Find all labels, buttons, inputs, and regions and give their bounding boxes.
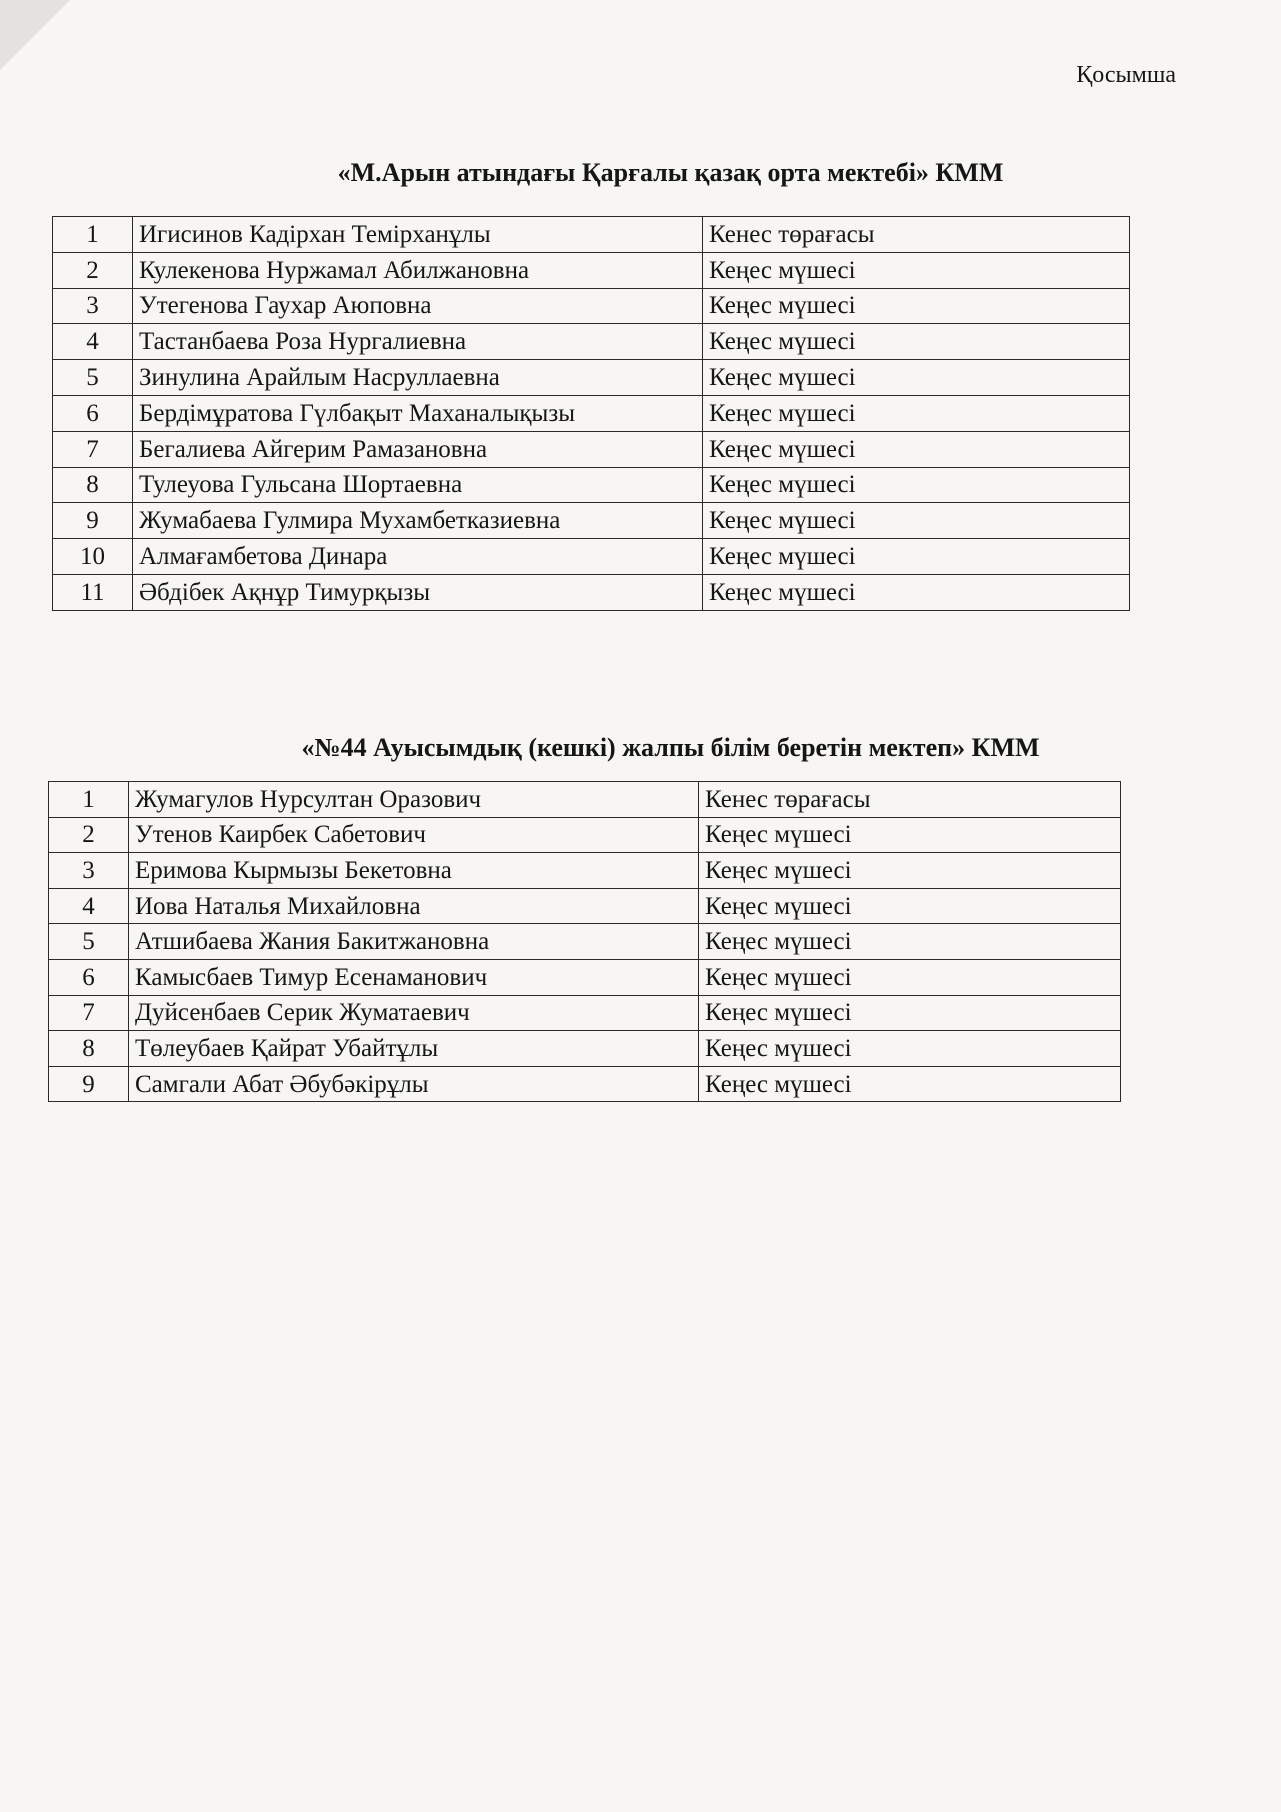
members-table-1	[52, 216, 1130, 611]
member-name-cell: Утегенова Гаухар Аюповна	[133, 288, 703, 324]
member-name-cell: Камысбаев Тимур Есенаманович	[129, 959, 699, 995]
member-name-cell: Әбдібек Ақнұр Тимурқызы	[133, 574, 703, 610]
table-row	[49, 924, 1121, 960]
member-name-cell: Иова Наталья Михайловна	[129, 888, 699, 924]
row-number-cell: 3	[49, 853, 129, 889]
member-role-cell: Кеңес мүшесі	[703, 539, 1130, 575]
row-number-cell: 8	[49, 1031, 129, 1067]
row-number-cell: 7	[53, 431, 133, 467]
table-row	[53, 395, 1130, 431]
table-row	[53, 252, 1130, 288]
table-row	[49, 1066, 1121, 1102]
member-role-cell: Кеңес мүшесі	[703, 431, 1130, 467]
table-row	[53, 467, 1130, 503]
member-role-cell: Кеңес мүшесі	[703, 574, 1130, 610]
table-row	[49, 782, 1121, 818]
member-name-cell: Төлеубаев Қайрат Убайтұлы	[129, 1031, 699, 1067]
table-row	[53, 360, 1130, 396]
row-number-cell: 11	[53, 574, 133, 610]
member-name-cell: Самгали Абат Әбубәкірұлы	[129, 1066, 699, 1102]
table-row	[53, 431, 1130, 467]
member-role-cell: Кеңес мүшесі	[703, 467, 1130, 503]
member-role-cell: Кеңес мүшесі	[699, 1031, 1121, 1067]
member-name-cell: Тастанбаева Роза Нургалиевна	[133, 324, 703, 360]
members-table-2	[48, 781, 1121, 1102]
row-number-cell: 10	[53, 539, 133, 575]
table-row	[53, 288, 1130, 324]
members-table-body	[49, 782, 1121, 1102]
member-role-cell: Кеңес мүшесі	[703, 503, 1130, 539]
member-name-cell: Тулеуова Гульсана Шортаевна	[133, 467, 703, 503]
member-name-cell: Дуйсенбаев Серик Жуматаевич	[129, 995, 699, 1031]
member-role-cell: Кеңес мүшесі	[699, 817, 1121, 853]
row-number-cell: 2	[49, 817, 129, 853]
member-role-cell: Кенес төрағасы	[703, 217, 1130, 253]
member-name-cell: Жумабаева Гулмира Мухамбетказиевна	[133, 503, 703, 539]
member-role-cell: Кеңес мүшесі	[699, 995, 1121, 1031]
member-name-cell: Зинулина Арайлым Насруллаевна	[133, 360, 703, 396]
member-role-cell: Кеңес мүшесі	[699, 959, 1121, 995]
table-row	[49, 888, 1121, 924]
member-name-cell: Бегалиева Айгерим Рамазановна	[133, 431, 703, 467]
table-row	[53, 503, 1130, 539]
member-name-cell: Алмағамбетова Динара	[133, 539, 703, 575]
member-role-cell: Кеңес мүшесі	[699, 1066, 1121, 1102]
table-row	[49, 817, 1121, 853]
table-row	[49, 853, 1121, 889]
member-role-cell: Кеңес мүшесі	[703, 395, 1130, 431]
member-role-cell: Кеңес мүшесі	[699, 888, 1121, 924]
page-corner-fold	[0, 0, 70, 70]
member-name-cell: Атшибаева Жания Бакитжановна	[129, 924, 699, 960]
row-number-cell: 2	[53, 252, 133, 288]
row-number-cell: 1	[49, 782, 129, 818]
member-name-cell: Бердімұратова Гүлбақыт Маханалықызы	[133, 395, 703, 431]
member-name-cell: Еримова Кырмызы Бекетовна	[129, 853, 699, 889]
member-name-cell: Жумагулов Нурсултан Оразович	[129, 782, 699, 818]
row-number-cell: 9	[49, 1066, 129, 1102]
member-role-cell: Кеңес мүшесі	[703, 360, 1130, 396]
section-title-2: «№44 Ауысымдық (кешкі) жалпы білім беретін мектеп» КММ	[301, 733, 1040, 762]
member-name-cell: Утенов Каирбек Сабетович	[129, 817, 699, 853]
member-name-cell: Кулекенова Нуржамал Абилжановна	[133, 252, 703, 288]
member-role-cell: Кеңес мүшесі	[703, 324, 1130, 360]
table-row	[49, 995, 1121, 1031]
row-number-cell: 4	[53, 324, 133, 360]
row-number-cell: 1	[53, 217, 133, 253]
row-number-cell: 5	[49, 924, 129, 960]
table-row	[53, 324, 1130, 360]
row-number-cell: 3	[53, 288, 133, 324]
section-title-1: «М.Арын атындағы Қарғалы қазақ орта мектебі» КММ	[337, 158, 1004, 187]
table-row	[49, 1031, 1121, 1067]
row-number-cell: 6	[49, 959, 129, 995]
table-row	[53, 217, 1130, 253]
annex-label: Қосымша	[1076, 62, 1176, 88]
row-number-cell: 8	[53, 467, 133, 503]
members-table-body	[53, 217, 1130, 611]
member-name-cell: Игисинов Кадірхан Темірханұлы	[133, 217, 703, 253]
member-role-cell: Кеңес мүшесі	[699, 853, 1121, 889]
table-row	[49, 959, 1121, 995]
member-role-cell: Кенес төрағасы	[699, 782, 1121, 818]
row-number-cell: 5	[53, 360, 133, 396]
row-number-cell: 7	[49, 995, 129, 1031]
row-number-cell: 6	[53, 395, 133, 431]
row-number-cell: 9	[53, 503, 133, 539]
row-number-cell: 4	[49, 888, 129, 924]
table-row	[53, 539, 1130, 575]
member-role-cell: Кеңес мүшесі	[699, 924, 1121, 960]
table-row	[53, 574, 1130, 610]
member-role-cell: Кеңес мүшесі	[703, 288, 1130, 324]
member-role-cell: Кеңес мүшесі	[703, 252, 1130, 288]
